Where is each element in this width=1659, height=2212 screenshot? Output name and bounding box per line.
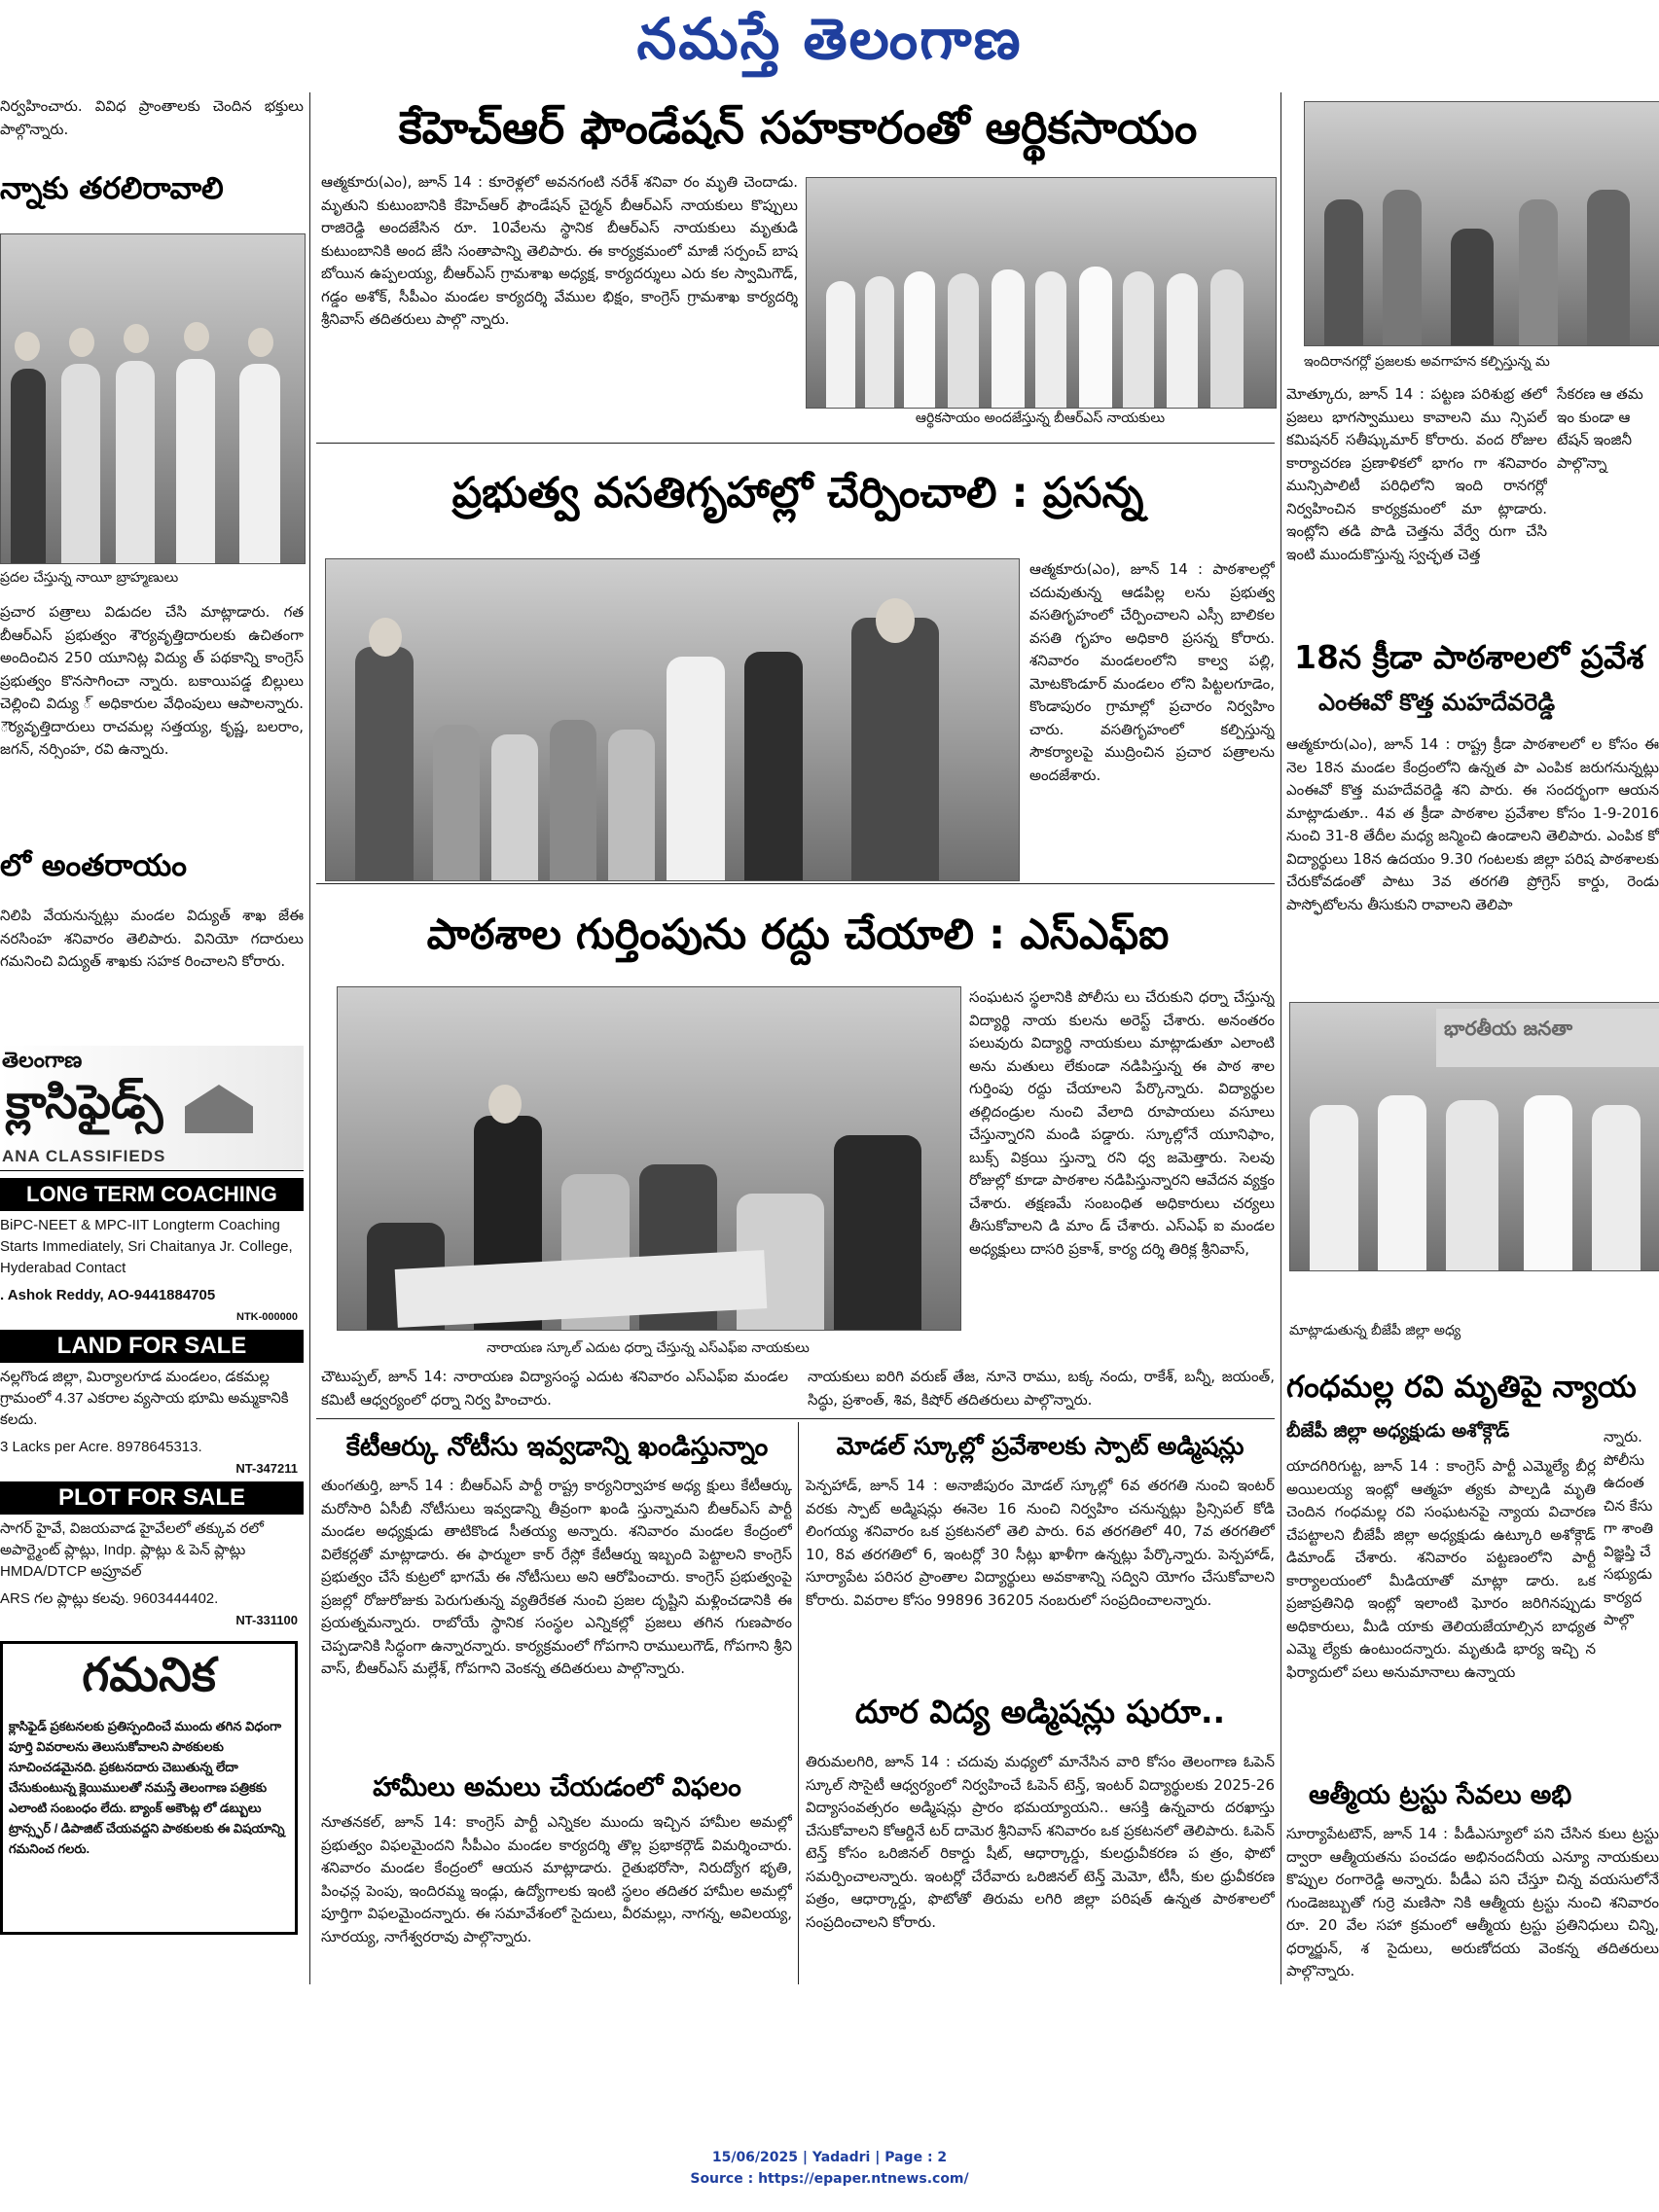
divider [1280,92,1281,1984]
bjp-banner: భారతీయ జనతా [1436,1009,1659,1067]
model-school-body: పెన్పహాడ్, జూన్ 14 : అనాజీపురం మోడల్ స్కూల్లో 6వ తరగతి నుంచి ఇంటర్ వరకు స్పాట్ అడ్మిషన్లు ఈనెల 16 నుంచి నిర్వహిం చనున్నట్లు ప్రిన్సిపల్ కోడి లింగయ్య శనివారం ఒక ప్రకటనలో తెలి పారు. 6వ తరగతిలో 40, 7వ తరగతిలో 10, 8వ తరగతిలో 6, ఇంటర్లో 30 సీట్లు ఖాళీగా ఉన్నట్లు పేర్కొన్నారు. పెన్పహాడ్, సూర్యాపేట పరిసర ప్రాంతాల విద్యార్థులు అవకాశాన్ని సద్విని యోగం చేసుకోవాలని కోరారు. వివరాల కోసం 99896 36205 నంబరులో సంప్రదించాలన్నారు. [806,1477,1275,1609]
story3-headline: పాఠశాల గుర్తింపును రద్దు చేయాలి : ఎస్ఎఫ్ఐ [426,910,1170,959]
ad-land-text: నల్లగొండ జిల్లా, మిర్యాలగూడ మండలం, డకమల్ల గ్రామంలో 4.37 ఎకరాల వ్యసాయ భూమి అమ్మకానికి కలదు. [0,1369,289,1428]
ad-land-price: 3 Lacks per Acre. 8978645313. [0,1439,202,1455]
right-top-body: మోత్కూరు, జూన్ 14 : పట్టణ పరిశుభ్ర తలో ప్రజలు భాగస్వాములు కావాలని ము న్సిపల్ కమిషనర్ సతీష్కుమార్ కోరారు. వంద రోజుల కార్యాచరణ ప్రణాళికలో భాగం గా శనివారం మున్సిపాలిటీ పరిధిలోని ఇంది రానగర్లో నిర్వహించిన కార్యక్రమంలో మా ట్లాడారు. ఇంట్లోని తడి పొడి చెత్తను వేర్వే రుగా చేసి ఇంటి ముందుకొస్తున్న స్వచ్ఛత చెత్త [1286,385,1547,563]
story1-body: ఆత్మకూరు(ఎం), జూన్ 14 : కూరెళ్లలో అవనగంటి నరేశ్ శనివా రం మృతి చెందాడు. మృతుని కుటుంబానికి కేహెచ్ఆర్ ఫౌండేషన్ చైర్మన్ బీఆర్ఎస్ నాయకులు కొప్పులు రాజిరెడ్డి అందజేసిన రూ. 10వేలను స్థానిక బీఆర్ఎస్ నాయకులు మృతుడి కుటుంబానికి అంద జేసి సంతాపాన్ని తెలిపారు. ఈ కార్యక్రమంలో మాజీ సర్పంచ్ బాష బోయిన ఉప్పలయ్య, బీఆర్ఎస్ గ్రామశాఖ అధ్యక్ష, కార్యదర్శులు ఎరు కల స్వామిగౌడ్, గడ్డం అశోక్, సీపీఎం మండల కార్యదర్శి వేముల భిక్షం, కాంగ్రెస్ గ్రామశాఖ కార్యదర్శి శ్రీనివాస్ తదితరులు పాల్గొ న్నారు. [321,173,798,328]
model-school-headline: మోడల్ స్కూల్లో ప్రవేశాలకు స్పాట్ అడ్మిషన్లు [836,1432,1244,1460]
divider [309,92,310,1984]
story3-body-right: సంఘటన స్థలానికి పోలీసు లు చేరుకుని ధర్నా చేస్తున్న విద్యార్థి నాయ కులను అరెస్ట్ చేశారు. అనంతరం పలువురు విద్యార్థి నాయకులు మాట్లాడుతూ ఎలాంటి అను మతులు లేకుండా నడిపిస్తున్న ఈ పాఠ శాల గుర్తింపు రద్దు చేయాలని పేర్కొన్నారు. విద్యార్థుల తల్లిదండ్రుల నుంచి వేలాది రూపాయలు వసూలు చేస్తున్నారని మండి పడ్డారు. స్కూల్లోనే యూనిఫాం, బుక్స్ విక్రయి స్తున్నా రని ధ్వ జమెత్తారు. సెలవు రోజుల్లో కూడా పాఠశాల నడిపిస్తున్నారని ఆవేదన వ్యక్తం చేశారు. తక్షణమే సంబంధిత అధికారులు చర్యలు తీసుకోవాలని డి మాం డ్ చేశారు. ఎస్ఎఫ్ ఐ మండల అధ్యక్షులు దాసరి ప్రకాశ్, కార్య దర్శి తిరిక్ల శ్రీనివాస్, [969,988,1275,1258]
sports-subhead: ఎంఈవో కొత్త మహదేవరెడ్డి [1318,689,1556,716]
ravi-body-side: న్నారు. పోలీసు ఉదంత చిన కేసు గా శాంతి విజ్ఞప్తి చే సభ్యుడు కార్యద పాల్గొ [1604,1428,1653,1628]
ad-code: NT-347211 [235,1461,298,1476]
photo-hostel-girls [325,558,1020,881]
photo-sfi-dharna [337,986,961,1331]
left-story-body-2: నిలిపి వేయనున్నట్లు మండల విద్యుత్ శాఖ జేఈ నరసింహ శనివారం తెలిపారు. వినియో గదారులు గమనించి విద్యుత్ శాఖకు సహక రించాలని కోరారు. [0,907,304,970]
photo-brs-leaders [806,177,1277,409]
photo-bjp-press [1289,1002,1659,1271]
masthead [0,0,1659,78]
divider [316,883,1275,884]
photo-nayee-brahmins [0,233,306,564]
notice-title: గమనిక [82,1648,216,1702]
sports-body: ఆత్మకూరు(ఎం), జూన్ 14 : రాష్ట్ర క్రీడా పాఠశాలలో ల కోసం ఈ నెల 18న మండల కేంద్రంలోని ఉన్నత పా ఎంపిక జరుగనున్నట్లు ఎంఈవో కొత్త మహదేవరెడ్డి శని పారు. ఈ సందర్భంగా ఆయన మాట్లాడుతూ.. 4వ త క్రీడా పాఠశాల ప్రవేశాల కోసం 1-9-2016 నుంచి 31-8 తేదీల మధ్య జన్మించి ఉండాలని తెలిపారు. ఎంపిక కో విద్యార్థులు 18న ఉదయం 9.30 గంటలకు జిల్లా పరిష పాఠశాలకు చేరుకోవడంతో పాటు 3వ తరగతి ప్రోగ్రెస్ కార్డు, రెండు పాస్ఫోటోలను తీసుకుని రావాలని తెలిపా [1286,735,1659,913]
story1-headline: కేహెచ్ఆర్ ఫౌండేషన్ సహకారంతో ఆర్థికసాయం [398,101,1198,154]
ad-code: NTK-000000 [236,1311,298,1323]
ravi-subhead: బీజేపీ జిల్లా అధ్యక్షుడు అశోక్గౌడ్ [1286,1420,1510,1442]
ravi-body: యాదగిరిగుట్ట, జూన్ 14 : కాంగ్రెస్ పార్టీ ఎమ్మెల్యే బీర్ల అయిలయ్య ఇంట్లో ఆత్మహ త్యకు పాల్పడి మృతి చెందిన గంధమల్ల రవి సంఘటనపై న్యాయ విచారణ చేపట్టాలని బీజేపీ జిల్లా అధ్యక్షుడు ఉట్కూరి అశోక్గౌడ్ డిమాండ్ చేశారు. శనివారం పట్టణంలోని పార్టీ కార్యాలయంలో మీడియాతో మాట్లా డారు. ఒక ప్రజాప్రతినిధి ఇంట్లో ఇలాంటి ఘోరం జరిగినప్పుడు అధికారులు, మీడి యాకు తెలియజేయాల్సిన బాధ్యత ఎమ్మె ల్యేకు ఉంటుందన్నారు. మృతుడి భార్య ఇచ్చి న ఫిర్యాదులో పలు అనుమానాలు ఉన్నాయ [1286,1457,1596,1681]
story3-body-bottom-left: చౌటుప్పల్, జూన్ 14: నారాయణ విద్యాసంస్థ ఎదుట శనివారం ఎస్ఎఫ్ఐ మండల కమిటీ ఆధ్వర్యంలో ధర్నా నిర్వ హించారు. [321,1368,788,1409]
ad-coaching-title: LONG TERM COACHING [0,1178,304,1211]
left-headline-2: లో అంతరాయం [0,848,187,883]
story2-body: ఆత్మకూరు(ఎం), జూన్ 14 : పాఠశాలల్లో చదువుతున్న ఆడపిల్ల లను ప్రభుత్వ వసతిగృహంలో చేర్పించాలని ఎస్సీ బాలికల వసతి గృహం అధికారి ప్రసన్న కోరారు. శనివారం మండలంలోని కాల్వ పల్లి, మోటకొండూర్ మండలం లోని పిట్టలగూడెం, కొండాపురం గ్రామాల్లో ప్రచారం నిర్వహిం చారు. వసతిగృహంలో కల్పిస్తున్న సౌకర్యాలపై ముద్రించిన ప్రచార పత్రాలను అందజేశారు. [1029,560,1275,784]
sports-headline: 18న క్రీడా పాఠశాలలో ప్రవేశ [1294,638,1644,676]
ktr-body: తుంగతుర్తి, జూన్ 14 : బీఆర్ఎస్ పార్టీ రాష్ట్ర కార్యనిర్వాహక అధ్య క్షులు కేటీఆర్కు మరోసారి ఏసీబీ నోటీసులు ఇవ్వడాన్ని తీవ్రంగా ఖండి స్తున్నామని బీఆర్ఎస్ పార్టీ మండల అధ్యక్షుడు తాటికొండ సీతయ్య అన్నారు. శనివారం మండల కేంద్రంలో విలేకర్లతో మాట్లాడారు. ఈ ఫార్ములా కార్ రేస్లో కేటీఆర్ను ఇబ్బంది పెట్టాలని కాంగ్రెస్ ప్రభుత్వం చేసే కుట్రలో భాగమే ఈ నోటీసులు అని ఆరోపించారు. కాంగ్రెస్ ప్రభుత్వంపై ప్రజల్లో రోజురోజుకు పెరుగుతున్న వ్యతిరేకత నుంచి ప్రజల దృష్టిని మళ్లించడానికి ఈ ప్రయత్నమన్నారు. రాబోయే స్థానిక సంస్థల ఎన్నికల్లో ప్రజలు తగిన గుణపాఠం చెప్పడానికి సిద్ధంగా ఉన్నారన్నారు. కార్యక్రమంలో గోపగాని రాములుగౌడ్, గోపగాని శ్రీని వాస్, బీఆర్ఎస్ మల్లేశ్, గోపగాని వెంకన్న తదితరులు పాల్గొన్నారు. [321,1477,792,1677]
promises-body: నూతనకల్, జూన్ 14: కాంగ్రెస్ పార్టీ ఎన్నికల ముందు ఇచ్చిన హామీల అమల్లో ప్రభుత్వం విఫలమైందని సీపీఎం మండల కార్యదర్శి తొల్ల ప్రభాకర్గౌడ్ విమర్శించారు. శనివారం మండల కేంద్రంలో ఆయన మాట్లాడారు. రైతుభరోసా, నిరుద్యోగ భృతి, పింఛన్ల పెంపు, ఇందిరమ్మ ఇండ్లు, ఉద్యోగాలకు ఇంటి స్థలం తదితర హామీల అమల్లో పూర్తిగా విఫలమైందన్నారు. ఈ సమావేశంలో సైదులు, వీరమల్లు, నాగన్న, అవిలయ్య, సూరయ్య, నాగేశ్వరరావు పాల్గొన్నారు. [321,1813,792,1945]
classifieds-logo: తెలంగాణ క్లాసిఫైడ్స్ ANA CLASSIFIEDS [0,1046,304,1171]
house-icon [185,1085,253,1133]
story3-body-bottom-right: నాయకులు ఐరిగి వరుణ్ తేజ, నూనె రాము, బక్క నందు, రాకేశ్, బన్నీ, జయంత్, సిద్ధు, ప్రశాంత్, శివ, కిషోర్ తదితరులు పాల్గొన్నారు. [808,1368,1275,1409]
left-headline-1: న్నాకు తరలిరావాలి [0,171,224,206]
ad-plot-text: సాగర్ హైవే, విజయవాడ హైవేలలో తక్కువ రలో అపార్ట్మెంట్ ప్లాట్లు, Indp. ప్లాట్లు & పెన్ ప్లాట్లు HMDA/DTCP అప్రూవల్ [0,1520,264,1580]
left-top-text: నిర్వహించారు. వివిధ ప్రాంతాలకు చెందిన భక్తులు పాల్గొన్నారు. [0,97,304,138]
bjp-caption: మాట్లాడుతున్న బీజేపీ జిల్లా అధ్య [1289,1323,1461,1338]
right-top-caption: ఇందిరానగర్లో ప్రజలకు అవగాహన కల్పిస్తున్న మ [1304,354,1550,370]
trust-headline: ఆత్మీయ ట్రస్టు సేవలు అభి [1309,1780,1572,1810]
classifieds-block [0,1046,304,1941]
ad-coaching-contact: . Ashok Reddy, AO-9441884705 [0,1287,216,1303]
ktr-headline: కేటీఆర్కు నోటీసు ఇవ్వడాన్ని ఖండిస్తున్నాం [345,1432,769,1462]
divider [316,1418,1275,1419]
footer-source: Source : https://epaper.ntnews.com/ [690,2171,969,2187]
divider [798,1422,799,1984]
distance-body: తిరుమలగిరి, జూన్ 14 : చదువు మధ్యలో మానేసిన వారి కోసం తెలంగాణ ఓపెన్ స్కూల్ సొసైటీ ఆధ్వర్యంలో నిర్వహించే ఓపెన్ టెన్త్, ఇంటర్ విద్యార్థులకు 2025-26 విద్యాసంవత్సరం అడ్మిషన్లు ప్రారం భమయ్యాయని.. ఆసక్తి ఉన్నవారు దరఖాస్తు చేసుకోవాలని కోఆర్డినే టర్ దామెర శ్రీనివాస్ శనివారం ఒక ప్రకటనలో తెలిపారు. ఓపెన్ టెన్త్ కోసం ఒరిజినల్ రికార్డు షీట్, ఆధార్కార్డు, కులధ్రువీకరణ ప త్రం, ఫొటో సమర్పించాలన్నారు. ఇంటర్లో చేరేవారు ఒరిజినల్ టెన్త్ మెమో, టీసీ, కుల ధ్రువీకరణ పత్రం, ఆధార్కార్డు, ఫొటోతో తిరుమ లగిరి జిల్లా పరిషత్ ఉన్నత పాఠశాలలో సంప్రదించాలని కోరారు. [806,1753,1275,1931]
story1-caption: ఆర్థికసాయం అందజేస్తున్న బీఆర్ఎస్ నాయకులు [915,410,1166,426]
ad-code: NT-331100 [235,1613,298,1627]
photo-awareness [1304,101,1659,346]
photo-caption: ప్రదల చేస్తున్న నాయీ బ్రాహ్మణులు [0,570,179,586]
ad-coaching-text: BiPC-NEET & MPC-IIT Longterm Coaching Starts Immediately, Sri Chaitanya Jr. College, Hyderabad Contact [0,1217,293,1276]
newspaper-title: నమస్తే తెలంగాణ [636,6,1023,72]
distance-headline: దూర విద్య అడ్మిషన్లు షురూ.. [854,1693,1226,1730]
left-story-body: ప్రచార పత్రాలు విడుదల చేసి మాట్లాడారు. గత బీఆర్ఎస్ ప్రభుత్వం శౌర్యవృత్తిదారులకు ఉచితంగా అందించిన 250 యూనిట్ల విద్యు త్ పథకాన్ని కాంగ్రెస్ ప్రభుత్వం కొనసాగించా న్నారు. బకాయిపడ్డ బిల్లులు చెల్లించి విద్యు ్ అధికారుల వేధింపులు ఆపాలన్నారు. ౌర్యవృత్తిదారులు రాచమల్ల సత్తయ్య, కృష్ణ, బలరాం, జగన్, నర్సింహ, రవి ఉన్నారు. [0,603,304,758]
ad-plot-title: PLOT FOR SALE [0,1481,304,1515]
ad-land-title: LAND FOR SALE [0,1330,304,1363]
story2-headline: ప్రభుత్వ వసతిగృహాల్లో చేర్పించాలి : ప్రసన్న [451,469,1144,517]
promises-headline: హామీలు అమలు చేయడంలో విఫలం [373,1772,741,1802]
divider [316,443,1275,444]
right-top-body-side: సేకరణ ఆ తమ ఇం కుండా ఆ టేషన్ ఇంజినీ పాల్గొన్నా [1557,385,1643,472]
notice-text: క్లాసిఫైడ్ ప్రకటనలకు ప్రతిస్పందించే ముందు తగిన విధంగా పూర్తి వివరాలను తెలుసుకోవాలని పాఠకులకు సూచించడమైనది. ప్రకటనదారు చెబుతున్న లేదా చేసుకుంటున్న క్లెయిములతో నమస్తే తెలంగాణ పత్రికకు ఎలాంటి సంబంధం లేదు. బ్యాంక్ అకౌంట్ల లో డబ్బులు ట్రాన్స్ఫర్ / డిపాజిట్ చేయవద్దని పాఠకులకు ఈ విషయాన్ని గమనించ గలరు. [9,1719,285,1856]
story3-caption: నారాయణ స్కూల్ ఎదుట ధర్నా చేస్తున్న ఎస్ఎఫ్ఐ నాయకులు [487,1340,810,1356]
footer-date-edition: 15/06/2025 | Yadadri | Page : 2 [711,2150,948,2165]
trust-body: సూర్యాపేటటౌన్, జూన్ 14 : పీడీఎస్యూలో పని చేసిన కులు ట్రస్టు ద్వారా ఆత్మీయతను పంచడం అభినందనీయ ఎన్యూ నాయకులు కొప్పుల రంగారెడ్డి అన్నారు. పీడీఎ పని చేస్తూ చిన్న వయసులోనే గుండెజబ్బుతో గుర్రె మణిసా నికి ఆత్మీయ ట్రస్టు నుంచి శనివారం రూ. 20 వేల సహా క్రమంలో ఆత్మీయ ట్రస్టు ప్రతినిధులు చిన్ని, ధర్మార్జున్, శ సైదులు, అరుణోదయ వెంకన్న తదితరులు పాల్గొన్నారు. [1286,1825,1659,1980]
ravi-headline: గంధమల్ల రవి మృతిపై న్యాయ [1286,1370,1637,1405]
notice-box [0,1641,298,1935]
ad-plot-contact: ARS గల ప్లాట్లు కలవు. 9603444402. [0,1590,219,1607]
